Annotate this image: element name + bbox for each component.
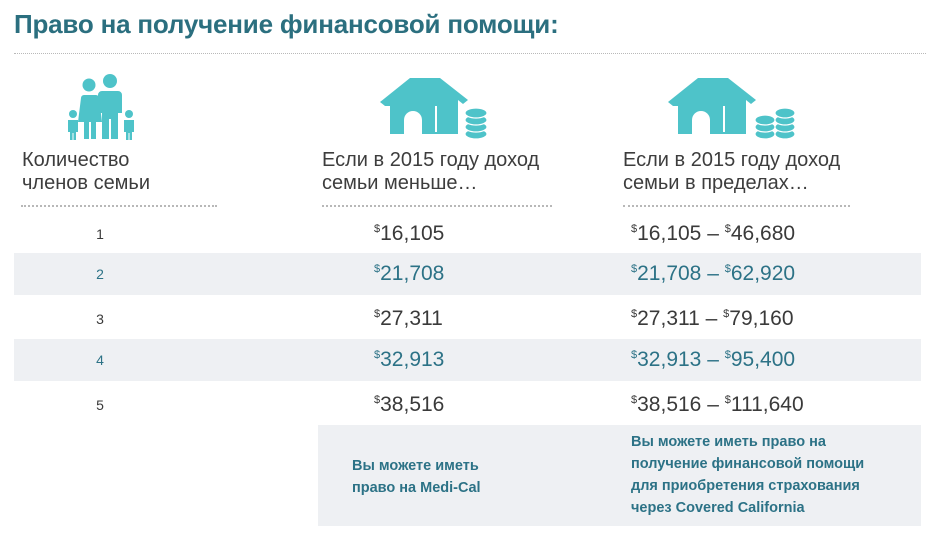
house-coins-icon (666, 76, 798, 147)
header-underline-medi-cal (322, 205, 552, 207)
income-limit-cell: $38,516 (374, 393, 445, 416)
title-divider (14, 53, 926, 54)
income-limit-cell: $27,311 (374, 307, 443, 330)
header-underline-covered (623, 205, 850, 207)
income-limit-cell: $21,708 (374, 262, 445, 285)
income-range-cell: $21,708 – $62,920 (631, 262, 796, 285)
medi-cal-note: Вы можете иметь право на Medi-Cal (352, 458, 481, 496)
table-row (14, 253, 921, 295)
header-underline-members (21, 205, 217, 207)
income-limit-cell: $16,105 (374, 222, 445, 245)
income-range-cell: $27,311 – $79,160 (631, 307, 794, 330)
table-row (14, 213, 921, 255)
income-limit-cell: $32,913 (374, 348, 445, 371)
family-icon (66, 73, 140, 146)
header-members: Количество членов семьи (22, 149, 151, 194)
members-cell: 4 (96, 352, 104, 368)
table-row (14, 298, 921, 340)
table-row (14, 339, 921, 381)
income-range-cell: $16,105 – $46,680 (631, 222, 796, 245)
table-row (14, 384, 921, 426)
members-cell: 1 (96, 226, 104, 242)
page-title: Право на получение финансовой помощи: (14, 9, 559, 39)
income-range-cell: $32,913 – $95,400 (631, 348, 796, 371)
covered-california-note: Вы можете иметь право на получение финансовой помощи для приобретения страхования через Covered California (631, 434, 865, 516)
house-coins-icon (378, 76, 490, 147)
members-cell: 5 (96, 397, 104, 413)
header-medi-cal: Если в 2015 году доход семьи меньше… (322, 149, 540, 194)
header-covered: Если в 2015 году доход семьи в пределах… (623, 149, 841, 194)
members-cell: 2 (96, 266, 104, 282)
members-cell: 3 (96, 311, 104, 327)
income-range-cell: $38,516 – $111,640 (631, 393, 804, 416)
